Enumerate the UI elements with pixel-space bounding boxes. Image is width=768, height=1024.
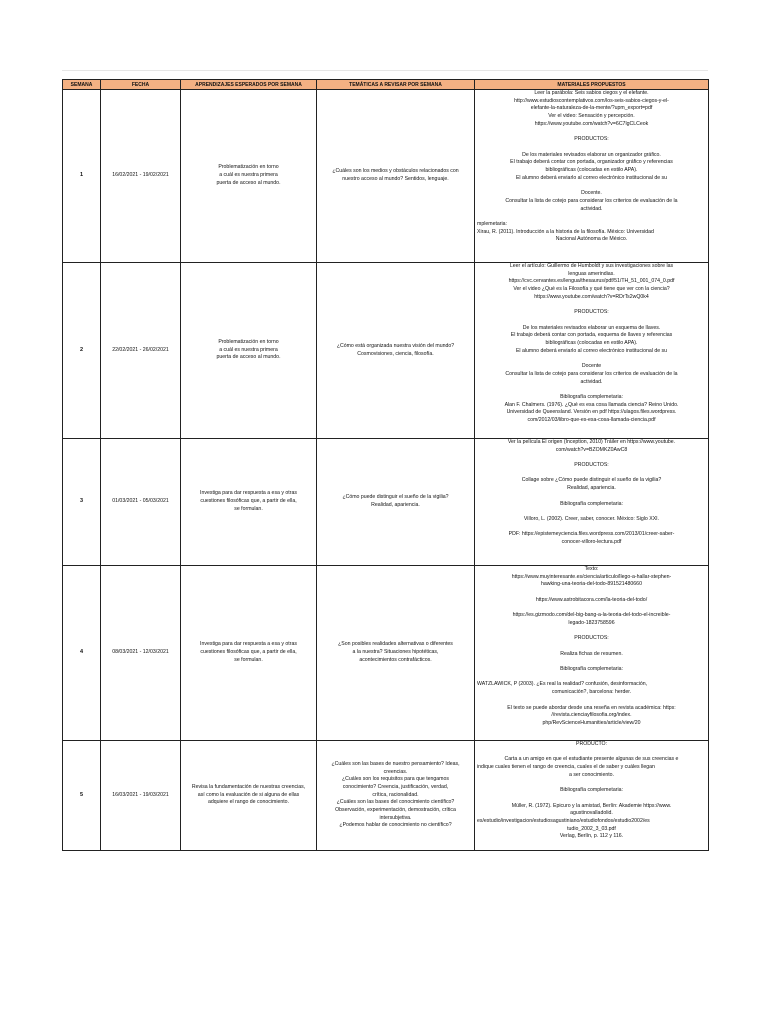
tematica-line: Cosmovisiones, ciencia, filosofía.: [357, 350, 434, 357]
material-line: php/RevScienceHumanities/article/view/20: [542, 719, 641, 726]
cell-materiales: [475, 263, 709, 439]
material-line: El alumno deberá enviarlo al correo electrónico institucional de su: [515, 174, 668, 181]
header-semana: SEMANA: [63, 80, 101, 90]
tematica-line: ¿Son posibles realidades alternativas o diferentes: [338, 641, 453, 648]
aprendizaje-line: puerta de acceso al mundo.: [216, 354, 281, 361]
material-line: [477, 658, 706, 666]
cell-fecha: 16/03/2021 - 19/03/2021: [101, 741, 181, 851]
material-line: https://www.youtube.com/watch?v=6C7lgCLCeok: [534, 120, 649, 127]
tematica-line: ¿Cómo puede distinguir el sueño de la vigilia?: [342, 494, 449, 501]
tematica-line: ¿Cuáles son las bases de nuestro pensamiento? Ideas,: [331, 760, 460, 767]
cell-aprendizajes: [181, 90, 317, 263]
tematica-line: ¿Cuáles son las bases del conocimiento científico?: [336, 799, 455, 806]
aprendizaje-line: cuestiones filosóficas que, a partir de ella,: [200, 649, 297, 656]
table-body: [63, 90, 709, 851]
material-line: Texto:: [584, 566, 599, 572]
material-line: Consultar la lista de cotejo para considerar los criterios de evaluación de la: [505, 370, 678, 377]
header-aprendizajes: APRENDIZAJES ESPERADOS POR SEMANA: [181, 80, 317, 90]
material-line: Realidad, apariencia.: [567, 485, 616, 492]
material-line: https://es.gizmodo.com/del-big-bang-a-la-teoria-del-todo-el-increible-: [512, 612, 671, 619]
material-line: Collage sobre ¿Cómo puede distinguir el sueño de la vigilia?: [521, 477, 662, 484]
material-line: WATZLAWICK, P (2003). ¿Es real la realidad? confusión, desinformación,: [477, 681, 648, 688]
material-line: [477, 605, 706, 613]
tematica-line: intersubjetiva.: [379, 814, 412, 821]
material-line: https://www.youtube.com/watch?v=RDrTs2wQ0k4: [534, 293, 649, 300]
header-materiales: MATERIALES PROPUESTOS: [475, 80, 709, 90]
table-row: [63, 566, 709, 741]
material-line: https://www.astrobitacora.com/la-teoria-del-todo/: [535, 596, 648, 603]
material-line: [477, 589, 706, 597]
cell-semana: 4: [63, 566, 101, 741]
material-line: Docente: [581, 363, 602, 370]
material-line: Bibliografía complemetaria:: [560, 787, 623, 794]
material-line: Consultar la lista de cotejo para considerar los criterios de evaluación de la: [505, 197, 678, 204]
cell-tematicas: [317, 439, 475, 566]
material-line: Bibliografía complemetaria:: [560, 393, 623, 400]
material-line: Carta a un amigo en que el estudiante presente algunas de sus creencias e: [504, 756, 679, 763]
cell-semana: 3: [63, 439, 101, 566]
cell-aprendizajes: [181, 566, 317, 741]
material-line: Leer el artículo: Guillermo de Humboldt y sus investigaciones sobre las: [509, 263, 674, 269]
tematica-line: ¿Cuáles son los medios y obstáculos relacionados con: [332, 168, 459, 175]
material-line: Universidad de Queensland. Versión en pdf https://ulagos.files.wordpress.: [506, 409, 677, 416]
tematica-line: ¿Podemos hablar de conocimiento no científico?: [339, 822, 452, 829]
material-line: com/watch?v=BZOMKZ0AwC8: [555, 446, 628, 453]
header-tematicas: TEMÁTICAS A REVISAR POR SEMANA: [317, 80, 475, 90]
cell-tematicas: [317, 566, 475, 741]
material-line: De los materiales revisados elaborar un organizador gráfico.: [522, 151, 661, 158]
material-line: Ver la película El origen (Inception, 2010) Tráiler en https://www.youtube.: [507, 439, 676, 445]
cell-semana: 5: [63, 741, 101, 851]
aprendizaje-line: puerta de acceso al mundo.: [216, 179, 281, 186]
cell-tematicas: [317, 741, 475, 851]
aprendizaje-line: se formulan.: [234, 656, 263, 663]
table-row: [63, 90, 709, 263]
material-line: PRODUCTOS:: [574, 462, 609, 469]
cell-semana: 1: [63, 90, 101, 263]
tematica-line: acontecimientos contrafácticos.: [359, 656, 432, 663]
aprendizaje-line: Problematización en torno: [218, 164, 279, 171]
material-line: [477, 697, 706, 705]
material-line: Alan F. Chalmers. (1976). ¿Qué es esa cosa llamada ciencia? Reino Unido.: [504, 401, 679, 408]
material-line: actividad.: [580, 205, 603, 212]
material-line: https://cvc.cervantes.es/lengua/thesaurus/pdf/51/TH_51_001_074_0.pdf: [508, 278, 675, 285]
material-line: comunicación?, barcelona: herder.: [551, 689, 632, 696]
tematica-line: Observación, experimentación, demostración, crítica: [335, 807, 456, 814]
cell-fecha: 08/03/2021 - 12/03/2021: [101, 566, 181, 741]
material-line: [477, 386, 706, 394]
material-line: Müller, R. (1972). Epicuro y la amistad, Berlín: Akademie https://www.: [511, 802, 672, 809]
weekly-plan-table: [62, 79, 709, 851]
material-line: [477, 302, 706, 310]
material-line: [477, 129, 706, 137]
table-row: [63, 263, 709, 439]
header-fecha: FECHA: [101, 80, 181, 90]
material-line: Xirau, R. (2011). Introducción a la historia de la filosofía. México: Universidad: [477, 228, 654, 235]
tematica-line: conocimiento? Creencia, justificación, verdad,: [342, 783, 449, 790]
material-line: mplemetaria:: [477, 220, 507, 227]
aprendizaje-line: Revisa la fundamentación de nuestras creencias,: [191, 783, 306, 790]
material-line: PRODUCTOS:: [574, 136, 609, 143]
material-line: El alumno deberá enviarlo al correo electrónico institucional de su: [515, 347, 668, 354]
material-line: El texto se puede abordar desde una reseña en revista académica: https:: [507, 704, 676, 711]
material-line: actividad.: [580, 378, 603, 385]
material-line: [477, 470, 706, 478]
tematica-line: crítica, racionalidad.: [372, 791, 419, 798]
material-line: conocer-villoro-lectura.pdf: [561, 539, 622, 546]
tematica-line: a la nuestra? Situaciones hipotéticas,: [352, 649, 439, 656]
material-line: a ser conocimiento.: [569, 771, 614, 778]
material-line: elefante-la-naturaleza-de-la-mente/?upm_export=pdf: [530, 105, 653, 112]
material-line: bibliográficas (colocadas en estilo APA).: [545, 340, 638, 346]
cell-tematicas: [317, 263, 475, 439]
cell-fecha: 16/02/2021 - 19/02/2021: [101, 90, 181, 263]
material-line: PRODUCTOS:: [574, 635, 609, 642]
material-line: Bibliografía complemetaria:: [560, 666, 623, 673]
aprendizaje-line: se formulan.: [234, 505, 263, 512]
material-line: De los materiales revisados elaborar un esquema de llaves.: [522, 324, 661, 331]
material-line: [477, 144, 706, 152]
aprendizaje-line: adquiere el rango de conocimiento.: [207, 799, 290, 806]
cell-materiales: [475, 741, 709, 851]
material-line: PRODUCTO:: [575, 741, 608, 747]
aprendizaje-line: así como la evaluación de si alguna de ellas: [197, 791, 300, 798]
material-line: bibliográficas (colocadas en estilo APA).: [545, 167, 638, 173]
material-line: legado-1823758596: [568, 619, 615, 626]
table-row: [63, 741, 709, 851]
material-line: indique cuales tienen el rango de creencia, cuales el de saber y cuáles llegan: [477, 764, 655, 771]
table-row: [63, 439, 709, 566]
material-line: [477, 182, 706, 190]
material-line: [477, 454, 706, 462]
weekly-plan-sheet: [62, 79, 708, 851]
material-line: Realiza fichas de resumen.: [560, 650, 623, 657]
material-line: El trabajo deberá contar con portada, esquema de llaves y referencias: [510, 332, 673, 339]
material-line: Bibliografía complemetaria:: [560, 500, 623, 507]
material-line: Ver el video: Sensación y percepción.: [548, 113, 635, 120]
cell-materiales: [475, 90, 709, 263]
material-line: Villoro, L. (2002). Creer, saber, conocer. México: Siglo XXI.: [523, 515, 660, 522]
material-line: Ver el video ¿Qué es la Filosofía y qué tiene que ver con la ciencia?: [513, 286, 670, 293]
material-line: Verlag, Berlín, p. 112 y 116.: [559, 833, 624, 840]
cell-aprendizajes: [181, 439, 317, 566]
material-line: PDF: https://epistemeyciencia.files.wordpress.com/2013/01/creer-saber-: [508, 531, 675, 538]
header-row: [63, 80, 709, 90]
cell-aprendizajes: [181, 263, 317, 439]
cell-fecha: 01/03/2021 - 05/03/2021: [101, 439, 181, 566]
cell-aprendizajes: [181, 741, 317, 851]
aprendizaje-line: cuestiones filosóficas que, a partir de ella,: [200, 498, 297, 505]
material-line: [477, 795, 706, 803]
material-line: lenguas amerindias.: [568, 270, 615, 277]
tematica-line: nuestro acceso al mundo? Sentidos, lenguaje.: [342, 176, 449, 182]
material-line: El trabajo deberá contar con portada, organizador gráfico y referencias: [510, 159, 673, 166]
material-line: [477, 628, 706, 636]
sheet-top-rule: [62, 70, 708, 71]
material-line: http://www.estudioscontemplativos.com/los-seis-sabios-ciegos-y-el-: [514, 97, 669, 104]
tematica-line: creencias.: [383, 768, 408, 775]
cell-semana: 2: [63, 263, 101, 439]
aprendizaje-line: Investiga para dar respuesta a esa y otras: [200, 641, 297, 648]
material-line: [477, 213, 706, 221]
tematica-line: Realidad, apariencia.: [371, 502, 420, 508]
cell-tematicas: [317, 90, 475, 263]
aprendizaje-line: a cuál es nuestra primera: [219, 172, 278, 179]
material-line: [477, 643, 706, 651]
material-line: hawking-una-teoria-del-todo-891521480660: [541, 581, 642, 588]
tematica-line: ¿Cómo está organizada nuestra visión del mundo?: [336, 342, 455, 349]
material-line: [477, 749, 706, 757]
aprendizaje-line: Investiga para dar respuesta a esa y otras: [200, 490, 297, 497]
material-line: //revista.cienciayfilosofia.org/index.: [551, 712, 632, 719]
material-line: tudio_2002_3_03.pdf: [567, 825, 616, 832]
material-line: [477, 674, 706, 682]
material-line: Nacional Autónoma de México.: [555, 236, 628, 243]
cell-fecha: 22/02/2021 - 26/02/2021: [101, 263, 181, 439]
aprendizaje-line: a cuál es nuestra primera: [219, 346, 278, 353]
material-line: [477, 493, 706, 501]
aprendizaje-line: Problematización en torno: [218, 338, 279, 345]
material-line: Leer la parábola: Seis sabios ciegos y el elefante.: [534, 90, 649, 96]
material-line: com/2012/03/libro-que-es-esa-cosa-llamada-ciencia.pdf: [527, 417, 656, 423]
tematica-line: ¿Cuáles son los requisitos para que tengamos: [342, 776, 449, 783]
material-line: [477, 355, 706, 363]
material-line: [477, 508, 706, 516]
material-line: es/estudio/investigacion/estudiosagustiniano/estudiofondos/estudio2002/es: [477, 817, 650, 824]
material-line: https://www.muyinteresante.es/ciencia/articulo/llego-a-hallar-stephen-: [511, 573, 672, 580]
cell-materiales: [475, 566, 709, 741]
cell-materiales: [475, 439, 709, 566]
material-line: agustinovalladolid.: [570, 810, 613, 817]
material-line: [477, 317, 706, 325]
material-line: [477, 780, 706, 788]
material-line: [477, 524, 706, 532]
material-line: PRODUCTOS:: [574, 309, 609, 316]
material-line: Docente.: [581, 190, 602, 197]
